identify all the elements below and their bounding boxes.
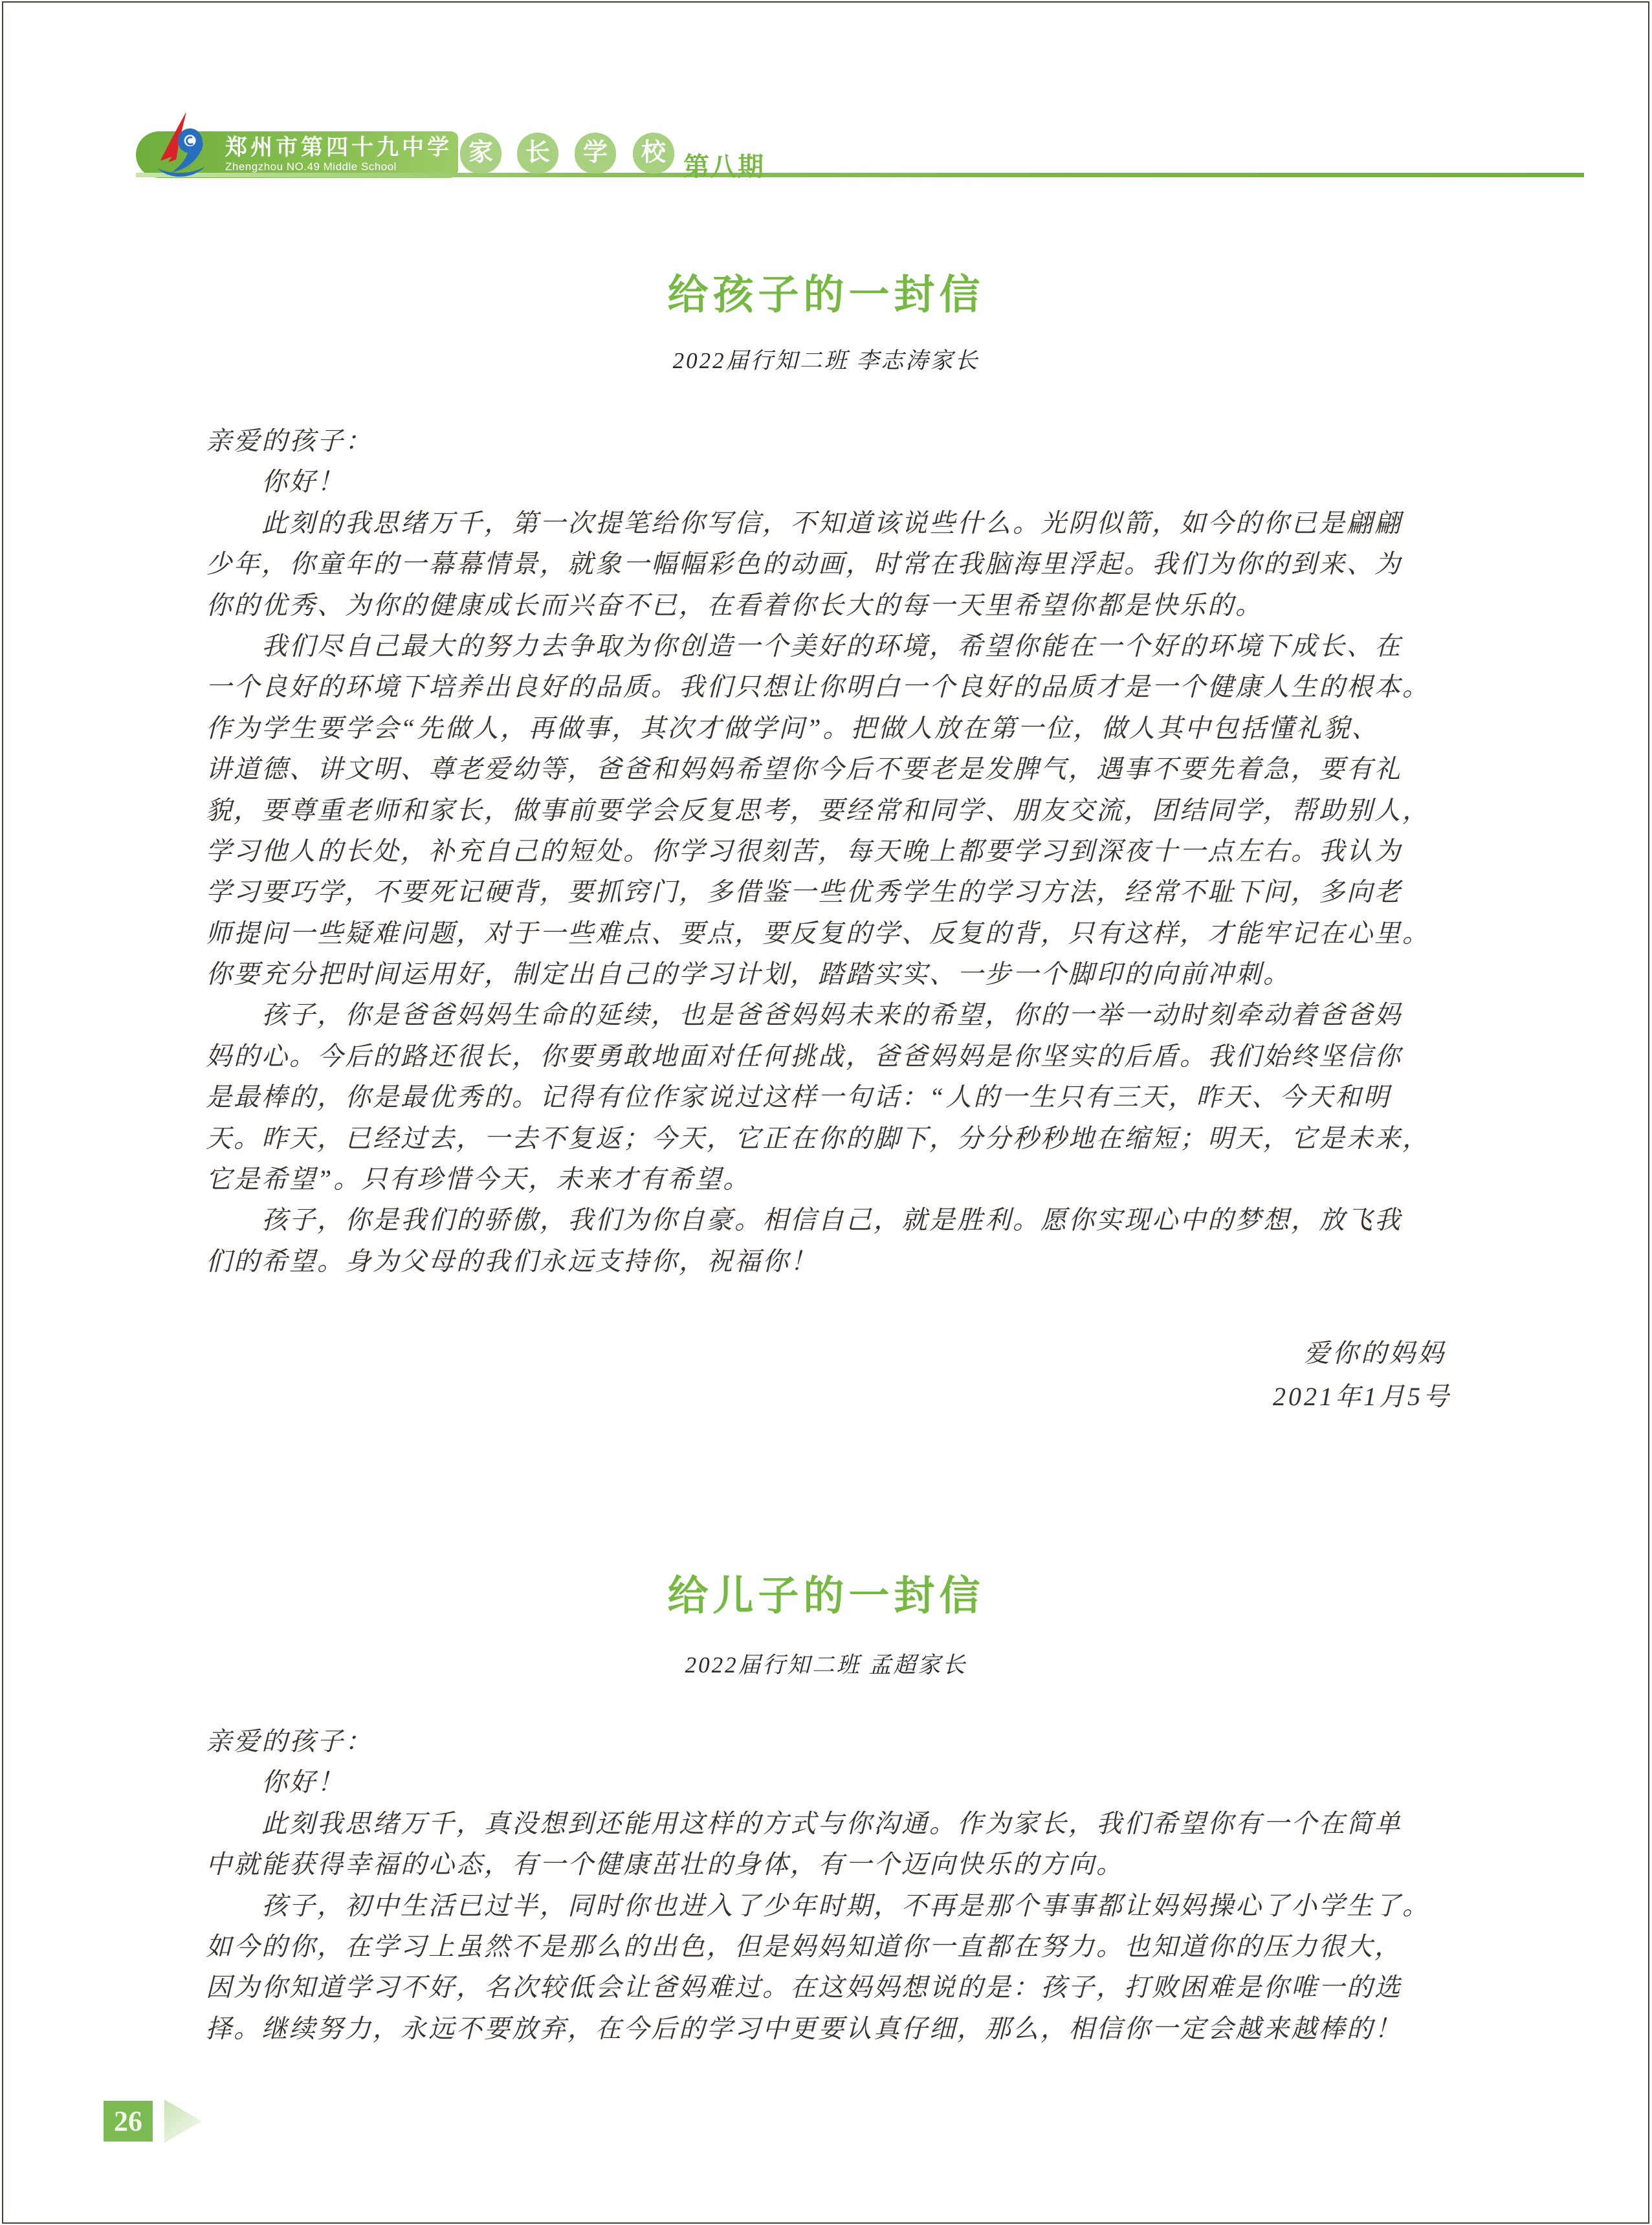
letter-body-line: 你的优秀、为你的健康成长而兴奋不已，在看着你长大的每一天里希望你都是快乐的。 [206, 590, 1263, 620]
school-logo-49-icon [142, 109, 219, 181]
letter1-byline: 2022届行知二班 李志涛家长 [672, 348, 980, 373]
letter-body-line: 你好！ [206, 467, 345, 497]
letter-body-line: 貌，要尊重老师和家长，做事前要学会反复思考，要经常和同学、朋友交流，团结同学，帮助别人， [206, 795, 1430, 825]
badge-circle-jia: 家 [460, 133, 501, 173]
letter-body-line: 天。昨天，已经过去，一去不复返；今天，它正在你的脚下，分分秒秒地在缩短；明天，它是未来， [206, 1123, 1430, 1153]
letter2-byline: 2022届行知二班 孟超家长 [685, 1652, 967, 1678]
letter-body-line: 因为你知道学习不好，名次较低会让爸妈难过。在这妈妈想说的是：孩子，打败困难是你唯一的选 [206, 1973, 1402, 2002]
badge-circle-xue: 学 [575, 133, 616, 173]
letter2-body [206, 1721, 1460, 2049]
school-name-block [225, 137, 458, 174]
letter-body-line: 孩子，你是爸爸妈妈生命的延续，也是爸爸妈妈未来的希望，你的一举一动时刻牵动着爸爸妈 [206, 1000, 1402, 1030]
letter2-title: 给儿子的一封信 [667, 1573, 985, 1619]
letter-body-line: 亲爱的孩子： [206, 1727, 373, 1756]
letter-body-line: 少年，你童年的一幕幕情景，就象一幅幅彩色的动画，时常在我脑海里浮起。我们为你的到来、为 [206, 549, 1402, 579]
letter-body-line: 如今的你，在学习上虽然不是那么的出色，但是妈妈知道你一直都在努力。也知道你的压力很大， [206, 1931, 1402, 1961]
letter1-body [206, 421, 1460, 1282]
page-number-badge: 26 [104, 2101, 153, 2142]
letter-body-line: 们的希望。身为父母的我们永远支持你，祝福你！ [206, 1246, 818, 1276]
badge-circle-xiao: 校 [633, 133, 674, 173]
letter-body-line: 此刻的我思绪万千，第一次提笔给你写信，不知道该说些什么。光阴似箭，如今的你已是翩翩 [206, 508, 1402, 538]
letter-body-line: 你好！ [206, 1768, 345, 1797]
letter-body-line: 我们尽自己最大的努力去争取为你创造一个美好的环境，希望你能在一个好的环境下成长、在 [206, 631, 1402, 661]
letter-body-line: 师提问一些疑难问题，对于一些难点、要点，要反复的学、反复的背，只有这样，才能牢记在心里。 [206, 918, 1430, 948]
letter-body-line: 中就能获得幸福的心态，有一个健康茁壮的身体，有一个迈向快乐的方向。 [206, 1850, 1124, 1880]
letter-body-line: 一个良好的环境下培养出良好的品质。我们只想让你明白一个良好的品质才是一个健康人生的根本。 [206, 672, 1430, 702]
letter1-signature-date: 2021年1月5号 [1273, 1382, 1451, 1411]
letter-body-line: 你要充分把时间运用好，制定出自己的学习计划，踏踏实实、一步一个脚印的向前冲刺。 [206, 959, 1291, 989]
letter-body-line: 作为学生要学会“先做人，再做事，其次才做学问”。把做人放在第一位，做人其中包括懂礼貌、 [206, 713, 1380, 743]
letter-body-line: 是最棒的，你是最优秀的。记得有位作家说过这样一句话：“人的一生只有三天，昨天、今天和明 [206, 1082, 1391, 1112]
letter1-title: 给孩子的一封信 [667, 272, 985, 318]
page-number-arrow-icon [164, 2099, 202, 2143]
letter-body-line: 孩子，初中生活已过半，同时你也进入了少年时期，不再是那个事事都让妈妈操心了小学生了。 [206, 1891, 1430, 1920]
letter1-signature-name: 爱你的妈妈 [1304, 1339, 1446, 1368]
letter-body-line: 此刻我思绪万千，真没想到还能用这样的方式与你沟通。作为家长，我们希望你有一个在简单 [206, 1808, 1402, 1838]
letter-body-line: 讲道德、讲文明、尊老爱幼等，爸爸和妈妈希望你今后不要老是发脾气，遇事不要先着急，要有礼 [206, 754, 1402, 784]
badge-circle-zhang: 长 [517, 133, 558, 173]
letter-body-line: 妈的心。今后的路还很长，你要勇敢地面对任何挑战，爸爸妈妈是你坚实的后盾。我们始终坚信你 [206, 1041, 1402, 1071]
letter-body-line: 学习要巧学，不要死记硬背，要抓窍门，多借鉴一些优秀学生的学习方法，经常不耻下问，多向老 [206, 877, 1402, 907]
letter-body-line: 亲爱的孩子： [206, 426, 373, 455]
issue-label: 第八期 [683, 153, 765, 181]
school-name-en: Zhengzhou NO.49 Middle School [225, 160, 397, 173]
letter-body-line: 择。继续努力，永远不要放弃，在今后的学习中更要认真仔细，那么，相信你一定会越来越棒的！ [206, 2013, 1402, 2043]
letter-body-line: 学习他人的长处，补充自己的短处。你学习很刻苦，每天晚上都要学习到深夜十一点左右。我认为 [206, 836, 1402, 866]
letter-body-line: 它是希望”。只有珍惜今天，未来才有希望。 [206, 1165, 751, 1194]
letter-body-line: 孩子，你是我们的骄傲，我们为你自豪。相信自己，就是胜利。愿你实现心中的梦想，放飞我 [206, 1205, 1402, 1235]
school-name-cn: 郑州市第四十九中学 [225, 136, 452, 160]
